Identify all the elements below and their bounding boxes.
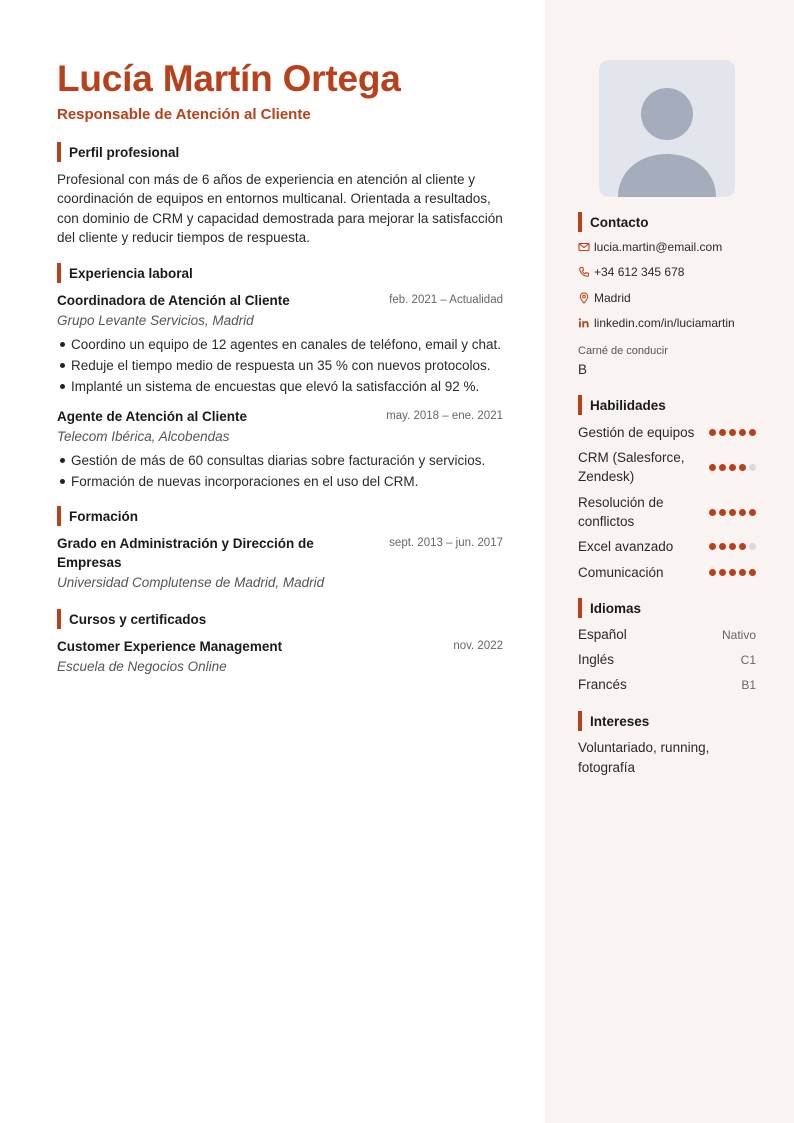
- experience-entry: [57, 407, 503, 492]
- skill-name: CRM (Salesforce, Zendesk): [578, 450, 685, 484]
- rating-dot-filled: [729, 429, 736, 436]
- mail-icon: [578, 241, 590, 253]
- skill-row: [578, 493, 756, 531]
- rating-dot-filled: [739, 543, 746, 550]
- language-row: [578, 652, 756, 667]
- rating-dot-filled: [719, 569, 726, 576]
- achievement-item: Implanté un sistema de encuestas que elevó la satisfacción al 92 %.: [57, 376, 503, 397]
- section-title: Cursos y certificados: [69, 611, 207, 627]
- rating-dot-empty: [749, 543, 756, 550]
- contact-location: [578, 291, 631, 305]
- section-header-profile: [57, 142, 179, 162]
- job-title: Agente de Atención al Cliente: [57, 409, 248, 424]
- achievement-item: Formación de nuevas incorporaciones en el uso del CRM.: [57, 471, 503, 492]
- sidebar: [545, 0, 794, 1123]
- candidate-role: Responsable de Atención al Cliente: [57, 106, 311, 123]
- section-accent-bar: [578, 711, 582, 731]
- section-accent-bar: [578, 395, 582, 415]
- rating-dot-filled: [709, 569, 716, 576]
- linkedin-icon: [578, 317, 590, 329]
- contact-phone-text: +34 612 345 678: [594, 265, 685, 279]
- section-accent-bar: [57, 609, 61, 629]
- interests-text: Voluntariado, running, fotografía: [578, 740, 710, 775]
- rating-dot-filled: [729, 509, 736, 516]
- section-accent-bar: [57, 142, 61, 162]
- driving-license-label: Carné de conducir: [578, 345, 668, 357]
- rating-dot-filled: [729, 569, 736, 576]
- rating-dot-filled: [749, 429, 756, 436]
- skill-rating: [709, 429, 756, 436]
- section-header-experience: [57, 263, 193, 283]
- rating-dot-filled: [709, 429, 716, 436]
- rating-dot-filled: [729, 543, 736, 550]
- rating-dot-filled: [709, 509, 716, 516]
- section-title: Formación: [69, 508, 139, 524]
- course-entry: [57, 637, 503, 676]
- rating-dot-filled: [719, 464, 726, 471]
- rating-dot-filled: [739, 429, 746, 436]
- sidebar-content: [578, 0, 756, 1123]
- job-dates: feb. 2021 – Actualidad: [389, 294, 503, 306]
- job-company: Telecom Ibérica, Alcobendas: [57, 429, 230, 444]
- candidate-name: Lucía Martín Ortega: [57, 58, 401, 99]
- language-level: Nativo: [721, 627, 756, 642]
- section-header-contact: [578, 212, 649, 232]
- language-name: Español: [578, 627, 627, 642]
- contact-email[interactable]: [578, 240, 722, 254]
- skill-name: Excel avanzado: [578, 539, 674, 554]
- section-title: Contacto: [590, 214, 649, 230]
- section-title: Experiencia laboral: [69, 265, 193, 281]
- section-header-education: [57, 506, 138, 526]
- phone-icon: [578, 266, 590, 278]
- skill-name: Comunicación: [578, 565, 664, 580]
- skill-name: Resolución de conflictos: [578, 495, 664, 529]
- contact-linkedin[interactable]: [578, 316, 735, 330]
- skill-rating: [709, 543, 756, 550]
- rating-dot-filled: [709, 543, 716, 550]
- section-title: Perfil profesional: [69, 144, 180, 160]
- language-name: Inglés: [578, 652, 615, 667]
- job-dates: may. 2018 – ene. 2021: [386, 410, 503, 422]
- job-company: Grupo Levante Servicios, Madrid: [57, 313, 254, 328]
- rating-dot-filled: [739, 464, 746, 471]
- section-accent-bar: [57, 506, 61, 526]
- rating-dot-filled: [739, 509, 746, 516]
- contact-email-text: lucia.martin@email.com: [594, 240, 723, 254]
- rating-dot-filled: [729, 464, 736, 471]
- section-header-courses: [57, 609, 206, 629]
- degree-dates: sept. 2013 – jun. 2017: [389, 537, 503, 549]
- section-header-interests: [578, 711, 649, 731]
- language-row: [578, 627, 756, 642]
- skill-rating: [709, 509, 756, 516]
- skill-rating: [709, 569, 756, 576]
- rating-dot-filled: [749, 569, 756, 576]
- language-level: C1: [740, 652, 756, 667]
- language-name: Francés: [578, 677, 627, 692]
- contact-linkedin-text: linkedin.com/in/luciamartin: [594, 316, 735, 330]
- degree-title: Grado en Administración y Dirección de Empresas: [57, 536, 314, 570]
- section-accent-bar: [578, 598, 582, 618]
- skill-row: [578, 448, 756, 486]
- achievement-item: Gestión de más de 60 consultas diarias sobre facturación y servicios.: [57, 450, 503, 471]
- achievement-item: Coordino un equipo de 12 agentes en canales de teléfono, email y chat.: [57, 334, 503, 355]
- skill-name: Gestión de equipos: [578, 425, 695, 440]
- job-achievements: [57, 450, 503, 492]
- driving-license-value: B: [578, 362, 588, 377]
- skill-row: [578, 423, 756, 442]
- skill-rating: [709, 464, 756, 471]
- rating-dot-filled: [719, 429, 726, 436]
- location-pin-icon: [578, 292, 590, 304]
- language-level: B1: [741, 677, 756, 692]
- degree-school: Universidad Complutense de Madrid, Madrid: [57, 575, 325, 590]
- rating-dot-filled: [749, 509, 756, 516]
- rating-dot-empty: [749, 464, 756, 471]
- section-accent-bar: [578, 212, 582, 232]
- rating-dot-filled: [719, 543, 726, 550]
- section-title: Intereses: [590, 713, 650, 729]
- profile-summary: Profesional con más de 6 años de experiencia en atención al cliente y coordinación de equipos en entornos multicanal. Orientada a resultados, con dominio de CRM y capacidad demostrada para mejorar la satisfacción del cliente y reducir tiempos de respuesta.: [57, 172, 503, 245]
- achievement-item: Reduje el tiempo medio de respuesta un 35 % con nuevos protocolos.: [57, 355, 503, 376]
- job-achievements: [57, 334, 503, 397]
- course-provider: Escuela de Negocios Online: [57, 659, 227, 674]
- rating-dot-filled: [709, 464, 716, 471]
- rating-dot-filled: [719, 509, 726, 516]
- course-name: Customer Experience Management: [57, 639, 283, 654]
- skill-row: [578, 563, 756, 582]
- contact-location-text: Madrid: [594, 291, 631, 305]
- language-row: [578, 677, 756, 692]
- education-entry: [57, 534, 503, 592]
- contact-phone[interactable]: [578, 265, 684, 279]
- section-header-skills: [578, 395, 666, 415]
- section-title: Habilidades: [590, 397, 666, 413]
- rating-dot-filled: [739, 569, 746, 576]
- section-title: Idiomas: [590, 600, 642, 616]
- course-date: nov. 2022: [453, 640, 503, 652]
- job-title: Coordinadora de Atención al Cliente: [57, 293, 290, 308]
- section-header-languages: [578, 598, 641, 618]
- section-accent-bar: [57, 263, 61, 283]
- skill-row: [578, 537, 756, 556]
- experience-entry: [57, 291, 503, 397]
